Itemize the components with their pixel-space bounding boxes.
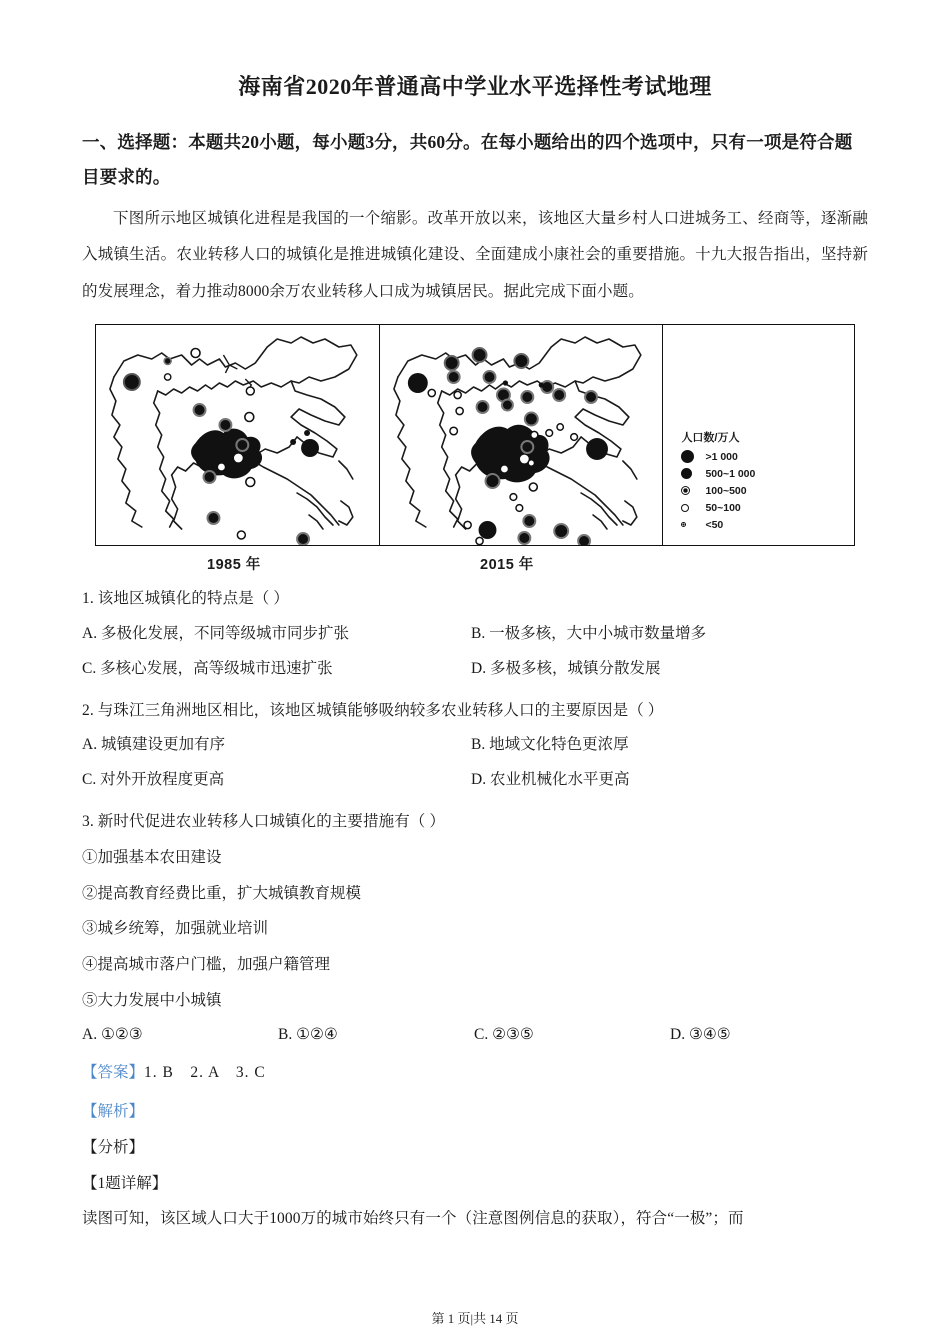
detail-1-text: 读图可知，该区域人口大于1000万的城市始终只有一个（注意图例信息的获取），符合“一极”；而 (82, 1210, 744, 1228)
page-title: 海南省2020年普通高中学业水平选择性考试地理 (238, 74, 712, 99)
question-3-item-2: ②提高教育经费比重，扩大城镇教育规模 (82, 884, 362, 902)
legend-title: 人口数/万人 (681, 432, 740, 445)
medium-filled-circle-icon (681, 468, 705, 479)
map-panel-1985 (96, 325, 380, 545)
question-3-item-5: ⑤大力发展中小城镇 (82, 991, 222, 1009)
legend-entry (681, 482, 831, 499)
option-3-d[interactable]: D. ③④⑤ (670, 1026, 731, 1044)
tiny-circle-icon (681, 522, 705, 527)
urbanization-figure (82, 324, 868, 575)
option-3-b[interactable]: B. ①②④ (278, 1026, 338, 1044)
map-2015-drawing (380, 325, 663, 545)
answer-label: 【答案】 (82, 1064, 145, 1082)
figure-frame (95, 324, 855, 546)
map-panel-2015 (380, 325, 664, 545)
large-filled-circle-icon (681, 450, 705, 463)
question-1-options-row-1 (82, 617, 868, 652)
option-2-d[interactable]: D. 农业机械化水平更高 (471, 771, 630, 789)
caption-year-2015: 2015 年 (480, 557, 534, 574)
question-3-options-row (82, 1018, 868, 1053)
answer-line (82, 1055, 868, 1091)
legend-entry (681, 448, 831, 465)
analysis-line (82, 1094, 868, 1130)
legend-entry-label: 500~1 000 (705, 467, 756, 480)
option-1-b[interactable]: B. 一极多核，大中小城市数量增多 (471, 624, 707, 642)
option-3-c[interactable]: C. ②③⑤ (474, 1026, 534, 1044)
question-2-options-row-2 (82, 763, 868, 798)
legend-entry-label: >1 000 (705, 450, 738, 463)
legend-entry (681, 516, 831, 533)
detail-1-label: 【1题详解】 (82, 1174, 168, 1192)
legend-panel (663, 325, 854, 545)
answer-value: 1. B 2. A 3. C (144, 1064, 266, 1082)
legend-entry-label: <50 (705, 518, 724, 531)
small-ringed-circle-icon (681, 486, 705, 495)
question-3-item-4: ④提高城市落户门槛，加强户籍管理 (82, 955, 331, 973)
question-2-stem: 2. 与珠江三角洲地区相比，该地区城镇能够吸纳较多农业转移人口的主要原因是（ ） (82, 701, 664, 719)
question-3-stem: 3. 新时代促进农业转移人口城镇化的主要措施有（ ） (82, 813, 445, 831)
question-3-item-1: ①加强基本农田建设 (82, 848, 222, 866)
map-1985-drawing (96, 325, 379, 545)
question-1-stem: 1. 该地区城镇化的特点是（ ） (82, 590, 289, 608)
caption-year-1985: 1985 年 (207, 557, 261, 574)
legend-entry-label: 100~500 (705, 484, 747, 497)
option-2-b[interactable]: B. 地域文化特色更浓厚 (471, 736, 629, 754)
question-2-options-row-1 (82, 728, 868, 763)
legend-entry (681, 499, 831, 516)
option-2-a[interactable]: A. 城镇建设更加有序 (82, 736, 225, 754)
option-2-c[interactable]: C. 对外开放程度更高 (82, 771, 225, 789)
section-heading: 一、选择题：本题共20小题，每小题3分，共60分。在每小题给出的四个选项中，只有一项是符合题目要求的。 (82, 131, 853, 187)
intro-paragraph: 下图所示地区城镇化进程是我国的一个缩影。改革开放以来，该地区大量乡村人口进城务工、经商等，逐渐融入城镇生活。农业转移人口的城镇化是推进城镇化建设、全面建成小康社会的重要措施。十九大报告指出，坚持新的发展理念，着力推动8000余万农业转移人口成为城镇居民。据此完成下面小题。 (82, 209, 868, 300)
legend-entry (681, 465, 831, 482)
question-1-options-row-2 (82, 652, 868, 687)
legend-entry-label: 50~100 (705, 501, 741, 514)
option-3-a[interactable]: A. ①②③ (82, 1026, 143, 1044)
option-1-d[interactable]: D. 多极多核，城镇分散发展 (471, 659, 661, 677)
option-1-a[interactable]: A. 多极化发展，不同等级城市同步扩张 (82, 624, 349, 642)
question-3-item-3: ③城乡统筹，加强就业培训 (82, 920, 269, 938)
fenxi-label: 【分析】 (82, 1139, 145, 1157)
page-footer: 第 1 页|共 14 页 (431, 1311, 519, 1326)
analysis-label: 【解析】 (82, 1102, 145, 1120)
option-1-c[interactable]: C. 多核心发展，高等级城市迅速扩张 (82, 659, 333, 677)
open-circle-icon (681, 504, 705, 512)
figure-captions (95, 553, 855, 575)
